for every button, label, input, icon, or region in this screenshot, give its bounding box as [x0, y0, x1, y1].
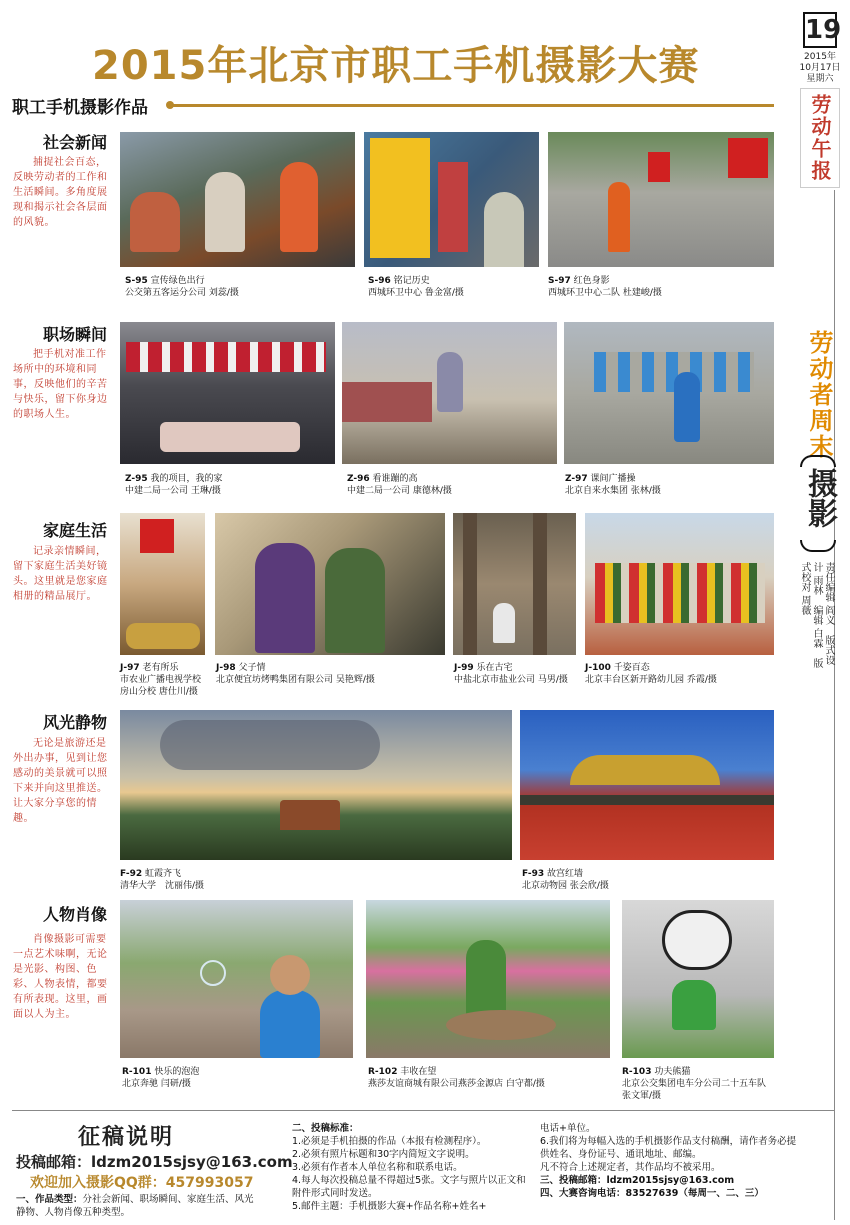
photo-F-93: [520, 710, 774, 860]
credit-J-98: 北京便宜坊烤鸭集团有限公司 吴艳辉/摄: [216, 675, 375, 685]
caption-S-97: S-97 红色身影: [548, 276, 610, 286]
note-item: 电话+单位。: [540, 1123, 596, 1134]
credit-J-97-line2: 房山分校 唐仕川/摄: [120, 687, 198, 697]
category-desc-scenery: 无论是旅游还是外出办事，见到让您感动的美景就可以照下来并向这里推送。让大家分享您的情趣。: [13, 738, 108, 824]
photo-S-95: [120, 132, 355, 267]
standard-item: 4.每人每次投稿总量不得超过5张。文字与照片以正文和附件形式同时发送。: [292, 1175, 526, 1199]
weekday: 星期六: [806, 74, 834, 84]
standard-item: 5.邮件主题：手机摄影大赛+作品名称+姓名+: [292, 1201, 487, 1212]
caption-Z-97: Z-97 课间广播操: [565, 474, 636, 484]
standard-item: 1.必须是手机拍摄的作品（本报有检测程序）。: [292, 1136, 487, 1147]
caption-R-102: R-102 丰收在望: [368, 1067, 437, 1077]
page-number: 19: [803, 12, 837, 48]
photo-S-96: [364, 132, 539, 267]
photo-R-101: [120, 900, 353, 1058]
contest-phone: 四、大赛咨询电话：83527639（每周一、二、三）: [540, 1188, 764, 1199]
submission-email: 投稿邮箱：ldzm2015sjsy@163.com: [16, 1153, 293, 1171]
photo-Z-96: [342, 322, 557, 464]
credit-R-103: 北京公交集团电车分公司二十五车队: [622, 1079, 767, 1089]
credit-Z-96: 中建二局一公司 康德林/摄: [347, 486, 452, 496]
standard-item: 2.必须有照片标题和30字内简短文字说明。: [292, 1149, 475, 1160]
title-rule: [172, 104, 774, 107]
credit-F-92: 清华大学 沈丽伟/摄: [120, 881, 205, 891]
credit-S-96: 西城环卫中心 鲁金富/摄: [368, 288, 464, 298]
credit-R-103-line2: 张文軍/摄: [622, 1091, 662, 1101]
photo-J-98: [215, 513, 445, 655]
date-year: 2015年: [804, 52, 836, 62]
photo-F-92: [120, 710, 512, 860]
caption-F-92: F-92 虹霞齐飞: [120, 869, 182, 879]
caption-J-100: J-100 千姿百态: [585, 663, 650, 673]
credit-S-95: 公交第五客运分公司 刘蕊/摄: [125, 288, 239, 298]
category-desc-workplace: 把手机对准工作场所中的环境和同事，反映他们的辛苦与快乐，留下你身边的职场人生。: [13, 349, 108, 420]
date-day: 10月17日: [799, 63, 841, 73]
photo-S-97: [548, 132, 774, 267]
photo-J-99: [453, 513, 576, 655]
qq-group: 欢迎加入摄影QQ群：457993057: [30, 1175, 254, 1191]
contest-email: 三、投稿邮箱：ldzm2015sjsy@163.com: [540, 1175, 735, 1186]
category-desc-portrait: 肖像摄影可需要一点艺术味啊，无论是光影、构图、色彩、人物表情，都要有所表现。这里，画面以人为主。: [13, 934, 108, 1020]
footer-divider: [12, 1110, 834, 1111]
credit-J-97: 市农业广播电视学校: [120, 675, 202, 685]
submission-standards: 二、投稿标准： 1.必须是手机拍摄的作品（本报有检测程序）。 2.必须有照片标题和30字内简短文字说明。 3.必须有作者本人单位名称和联系电话。 4.每人每次投稿总量不得超过5张。文字与照片以正文和附件形式同时发送。 5.邮件主题：手机摄影大赛+作品名称+姓名+: [292, 1122, 532, 1213]
caption-S-95: S-95 宣传绿色出行: [125, 276, 205, 286]
editor-credits: 责任编辑 阎义 版式设计 雨林 编辑 白霖 版式校对 周薇: [799, 562, 834, 669]
category-title-workplace: 职场瞬间: [43, 325, 108, 344]
issue-date: [798, 52, 842, 85]
credit-F-93: 北京动物园 张会欣/摄: [522, 881, 609, 891]
category-title-social: 社会新闻: [43, 133, 108, 152]
caption-Z-95: Z-95 我的项目，我的家: [125, 474, 223, 484]
standard-item: 3.必须有作者本人单位名称和联系电话。: [292, 1162, 463, 1173]
page-title: 2015年北京市职工手机摄影大赛: [92, 43, 700, 89]
category-title-portrait: 人物肖像: [43, 905, 108, 924]
credit-S-97: 西城环卫中心二队 杜建峻/摄: [548, 288, 662, 298]
bracket-top: [800, 455, 836, 467]
caption-J-98: J-98 父子情: [216, 663, 266, 673]
category-desc-social: 捕捉社会百态，反映劳动者的工作和生活瞬间。多角度展现和揭示社会各层面的风貌。: [13, 157, 108, 228]
note-item: 凡不符合上述规定者，其作品均不被采用。: [540, 1162, 721, 1173]
caption-J-97: J-97 老有所乐: [120, 663, 179, 673]
section-name: 摄影: [802, 468, 837, 528]
bracket-bottom: [800, 540, 836, 552]
credit-Z-95: 中建二局一公司 王琳/摄: [125, 486, 221, 496]
category-title-family: 家庭生活: [43, 521, 108, 540]
credit-R-101: 北京奔驰 闫研/摄: [122, 1079, 191, 1089]
category-title-scenery: 风光静物: [43, 713, 108, 732]
caption-J-99: J-99 乐在古宅: [454, 663, 513, 673]
call-for-entries-title: 征稿说明: [78, 1125, 175, 1150]
photo-R-103: [622, 900, 774, 1058]
caption-F-93: F-93 故宫红墙: [522, 869, 584, 879]
credit-Z-97: 北京自来水集团 张林/摄: [565, 486, 661, 496]
weekly-banner: 劳动者周末: [805, 330, 833, 460]
caption-Z-96: Z-96 看谁蹦的高: [347, 474, 418, 484]
credit-J-99: 中盐北京市盐业公司 马男/摄: [454, 675, 568, 685]
photo-J-100: [585, 513, 774, 655]
category-desc-family: 记录亲情瞬间，留下家庭生活美好镜头。这里就是您家庭相册的精品展厅。: [13, 546, 108, 602]
photo-J-97: [120, 513, 205, 655]
submission-notes: [540, 1122, 802, 1200]
newspaper-masthead: 劳动午报: [800, 88, 840, 188]
photo-Z-95: [120, 322, 335, 464]
credit-J-100: 北京丰台区新开路幼儿园 乔霞/摄: [585, 675, 717, 685]
section-subtitle: 职工手机摄影作品: [12, 98, 148, 118]
note-item: 6.我们将为每幅入选的手机摄影作品支付稿酬，请作者务必提供姓名、身份证号、通讯地址、邮编。: [540, 1136, 797, 1160]
credit-R-102: 燕莎友谊商城有限公司燕莎金源店 白守都/摄: [368, 1079, 545, 1089]
caption-R-101: R-101 快乐的泡泡: [122, 1067, 200, 1077]
caption-S-96: S-96 铭记历史: [368, 276, 430, 286]
photo-R-102: [366, 900, 610, 1058]
photo-Z-97: [564, 322, 774, 464]
entry-types: 一、作品类型：分社会新闻、职场瞬间、家庭生活、风光静物、人物肖像五种类型。: [16, 1194, 254, 1218]
caption-R-103: R-103 功夫熊猫: [622, 1067, 691, 1077]
